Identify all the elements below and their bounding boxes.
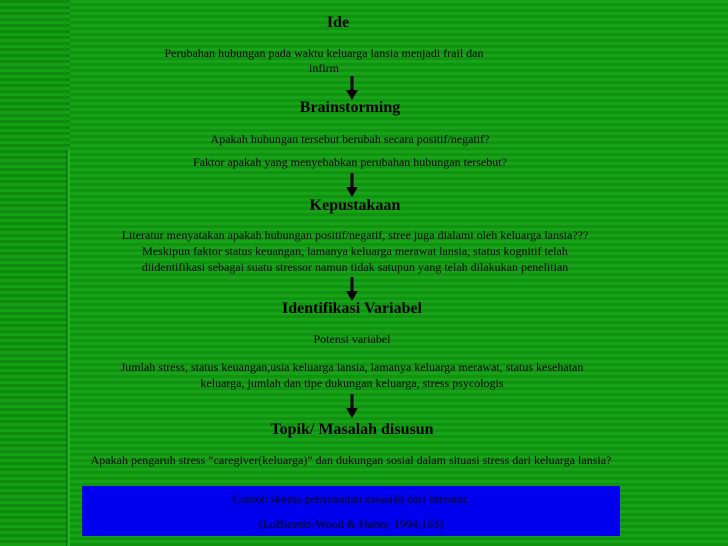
step-kepustakaan-text-1: Literatur menyatakan apakah hubungan positif/negatif, stree juga dialami oleh keluarga lansia??? [121,228,589,242]
step-ide-text-1: Perubahan hubungan pada waktu keluarga lansia menjadi frail dan [164,46,484,60]
step-identifikasi-text-1: Potensi variabel [313,332,391,346]
step-brainstorming-text-2: Faktor apakah yang menyebabkan perubahan hubungan tersebut? [193,155,507,169]
step-brainstorming-title: Brainstorming [299,99,401,116]
arrow-down-icon [346,76,358,100]
source-caption-box [82,486,620,536]
arrow-down-icon [346,277,358,301]
step-identifikasi-title: Identifikasi Variabel [281,300,423,317]
source-caption-line-2: (LoBiondo-Wood & Haber, 1994;163) [258,517,444,531]
step-topik-text-1: Apakah pengaruh stress “caregiver(keluarga)” dan dukungan sosial dalam situasi stress dari keluarga lansia? [90,453,612,467]
step-identifikasi-text-2: Jumlah stress, status keuangan,usia keluarga lansia, lamanya keluarga merawat, status kesehatan [120,360,584,374]
step-kepustakaan-text-2: Meskipun faktor status keuangan, lamanya keluarga merawat lansia, status kognitif telah [142,244,568,258]
arrow-down-icon [346,394,358,418]
step-ide-title: Ide [326,14,350,31]
step-kepustakaan-title: Kepustakaan [309,197,401,214]
arrow-down-icon [346,173,358,197]
step-topik-title: Topik/ Masalah disusun [270,421,434,438]
step-brainstorming-text-1: Apakah hubungan tersebut berubah secara positif/negatif? [210,132,490,146]
step-ide-text-2: infirm [309,61,339,75]
step-kepustakaan-text-3: diidentifikasi sebagai suatu stressor namun tidak satupun yang telah dilakukan penelitian [141,260,569,274]
source-caption-line-1: Contoh skema penyusunan masalah dari literatur, [232,492,470,506]
step-identifikasi-text-3: keluarga, jumlah dan tipe dukungan keluarga, stress psycologis [200,376,504,390]
